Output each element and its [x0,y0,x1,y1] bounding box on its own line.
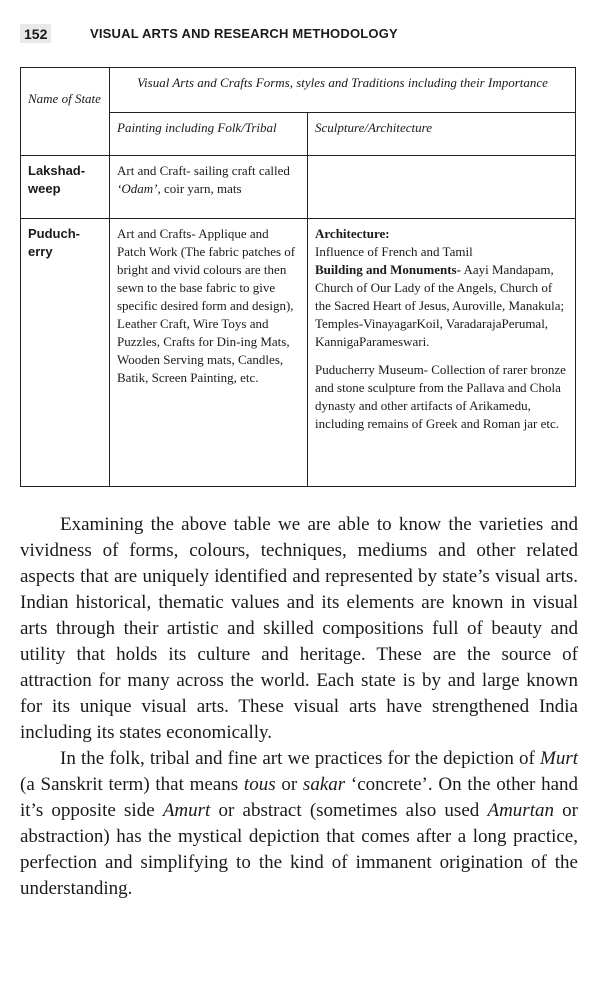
text-run: or abstraction) has the mystical depiction that comes after a long practice, perfection and simplifying to the kind of immanent origination of the understanding. [20,800,578,899]
term-amurtan: Amurtan [487,800,554,821]
painting-cell [110,156,308,219]
term-amurt: Amurt [162,800,211,821]
painting-text: Art and Craft- sailing craft called [117,163,290,178]
painting-cell: Art and Crafts- Applique and Patch Work (The fabric patches of bright and vivid colours are then sewn to the base fabric to give specific desired form and design), Leather Craft, Wire Toys and Puzzles, Crafts for Din-ing Mats, Wooden Serving mats, Candles, Batik, Screen Painting, etc. [110,219,308,487]
term-murt: Murt [540,748,578,769]
running-title: VISUAL ARTS AND RESEARCH METHODOLOGY [90,26,398,41]
table-row [21,156,576,219]
monuments-text: Aayi Mandapam, Church of Our Lady of the Angels, Church of the Sacred Heart of Jesus, Auroville, Manakula; Temples-VinayagarKoil, VaradarajaPerumal, KannigaParameswari. [315,262,565,349]
museum-text: Puducherry Museum- Collection of rarer bronze and stone sculpture from the Pallava and Chola dynasty and other artifacts of Arikamedu, including remains of Greek and Roman jar etc. [315,362,566,431]
text-run: In the folk, tribal and fine art we practices for the depiction of [60,748,540,769]
group-header: Visual Arts and Crafts Forms, styles and Traditions including their Importance [110,68,576,113]
state-name: Lakshad-weep [21,156,110,219]
painting-column-header: Painting including Folk/Tribal [110,113,308,156]
table-header-row [21,68,576,113]
visual-arts-table [20,67,576,487]
body-text [20,512,578,902]
paragraph-2 [20,746,578,902]
term-sakar: sakar [302,774,346,795]
odam-term: ‘Odam’ [117,181,158,196]
state-name: Puduch-erry [21,219,110,487]
painting-text: , coir yarn, mats [157,181,242,196]
text-run: ‘concrete’. On the other hand it’s opposite side [20,774,579,821]
text-run: (a Sanskrit term) that means [20,774,244,795]
paragraph-1: Examining the above table we are able to know the varieties and vividness of forms, colours, techniques, mediums and other related aspects that are uniquely identified and represented by state’s visual arts. Indian historical, thematic values and its elements are known in visual arts through their artistic and skilled compositions full of beauty and utility that holds its culture and heritage. These are the source of attraction for many across the world. Each state is by and large known for its unique visual arts. These visual arts have strengthened India including its states economically. [20,514,578,743]
architecture-text: Influence of French and Tamil [315,244,473,259]
table-row [21,219,576,487]
architecture-label: Architecture: [315,226,390,241]
page-header [20,24,580,46]
text-run: or [275,774,303,795]
term-tous: tous [243,774,276,795]
monuments-label: Building and Monuments- [315,262,461,277]
text-run: or abstract (sometimes also used [210,800,488,821]
sculpture-cell [308,156,576,219]
page-number: 152 [20,24,51,43]
sculpture-cell [308,219,576,487]
architecture-block [315,225,568,351]
sculpture-column-header: Sculpture/Architecture [308,113,576,156]
state-column-header: Name of State [21,68,110,156]
